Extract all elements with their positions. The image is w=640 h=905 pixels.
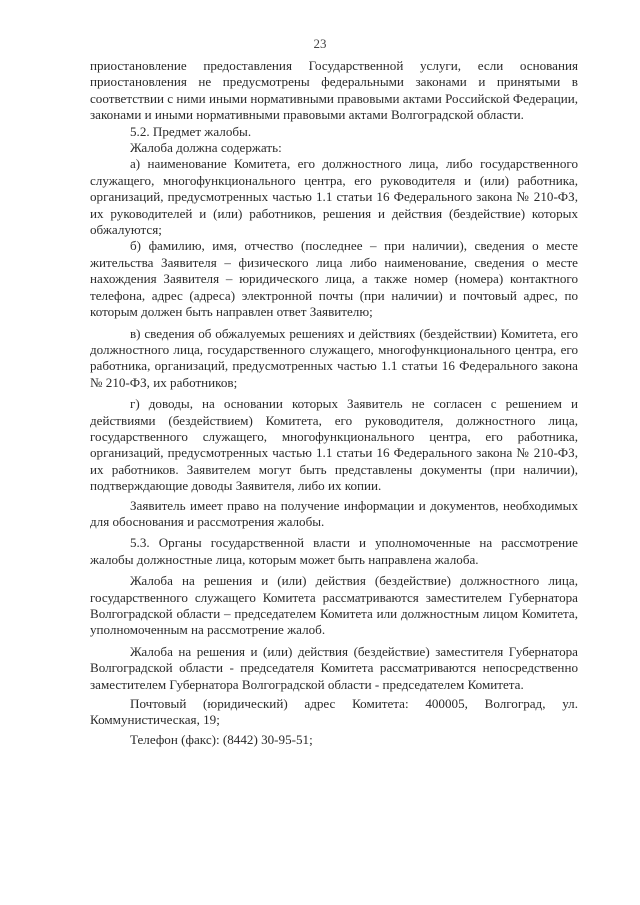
page-number: 23 [313, 36, 327, 51]
paragraph-applicant-rights: Заявитель имеет право на получение информации и документов, необходимых для обоснования и рассмотрения жалобы. [90, 497, 578, 529]
paragraph-complaint-must-contain: Жалоба должна содержать: [130, 140, 282, 156]
list-item-g: г) доводы, на основании которых Заявитель не согласен с решением и действиями (бездействием) Комитета, его руководителя, должностного лица, государственного служащего, многофункционального центра, его работника, организаций, предусмотренных частью 1.1 статьи 16 Федерального закона № 210-ФЗ, их работников. Заявителем могут быть представлены документы (при наличии), подтверждающие доводы Заявителя, либо их копии. [90, 396, 578, 494]
list-item-b: б) фамилию, имя, отчество (последнее – при наличии), сведения о месте жительства Заявителя – физического лица либо наименование, сведения о месте нахождения Заявителя – юридического лица, а также номер (номера) контактного телефона, адрес (адреса) электронной почты (при наличии) и почтовый адрес, по которым должен быть направлен ответ Заявителю; [90, 238, 578, 320]
section-heading-5-3: 5.3. Органы государственной власти и уполномоченные на рассмотрение жалобы должностные лица, которым может быть направлена жалоба. [90, 535, 578, 567]
phone-fax: Телефон (факс): (8442) 30-95-51; [130, 731, 313, 747]
list-item-a: а) наименование Комитета, его должностного лица, либо государственного служащего, многофункционального центра, его руководителя и (или) работника, организаций, предусмотренных частью 1.1 статьи 16 Федерального закона № 210-ФЗ, их руководителей и (или) работников, решения и действия (бездействие) которых обжалуются; [90, 156, 578, 238]
paragraph-deputy-governor-complaints: Жалоба на решения и (или) действия (бездействие) заместителя Губернатора Волгоградской области - председателя Комитета рассматриваются непосредственно заместителем Губернатора Волгоградской области - председателем Комитета. [90, 643, 578, 692]
paragraph-suspension-continuation: приостановление предоставления Государственной услуги, если основания приостановления не предусмотрены федеральными законами и принятыми в соответствии с ними иными нормативными правовыми актами Российской Федерации, законами и иными нормативными правовыми актами Волгоградской области. [90, 58, 578, 123]
paragraph-official-complaints: Жалоба на решения и (или) действия (бездействие) должностного лица, государственного служащего Комитета рассматриваются заместителем Губернатора Волгоградской области – председателем Комитета или должностным лицом Комитета, уполномоченным на рассмотрение жалоб. [90, 573, 578, 638]
list-item-v: в) сведения об обжалуемых решениях и действиях (бездействии) Комитета, его должностного лица, государственного служащего, многофункционального центра, его работника, организаций, предусмотренных частью 1.1 статьи 16 Федерального закона № 210-ФЗ, их работников; [90, 325, 578, 390]
section-heading-5-2: 5.2. Предмет жалобы. [130, 123, 252, 139]
postal-address: Почтовый (юридический) адрес Комитета: 400005, Волгоград, ул. Коммунистическая, 19; [90, 696, 578, 728]
document-body [90, 58, 578, 748]
